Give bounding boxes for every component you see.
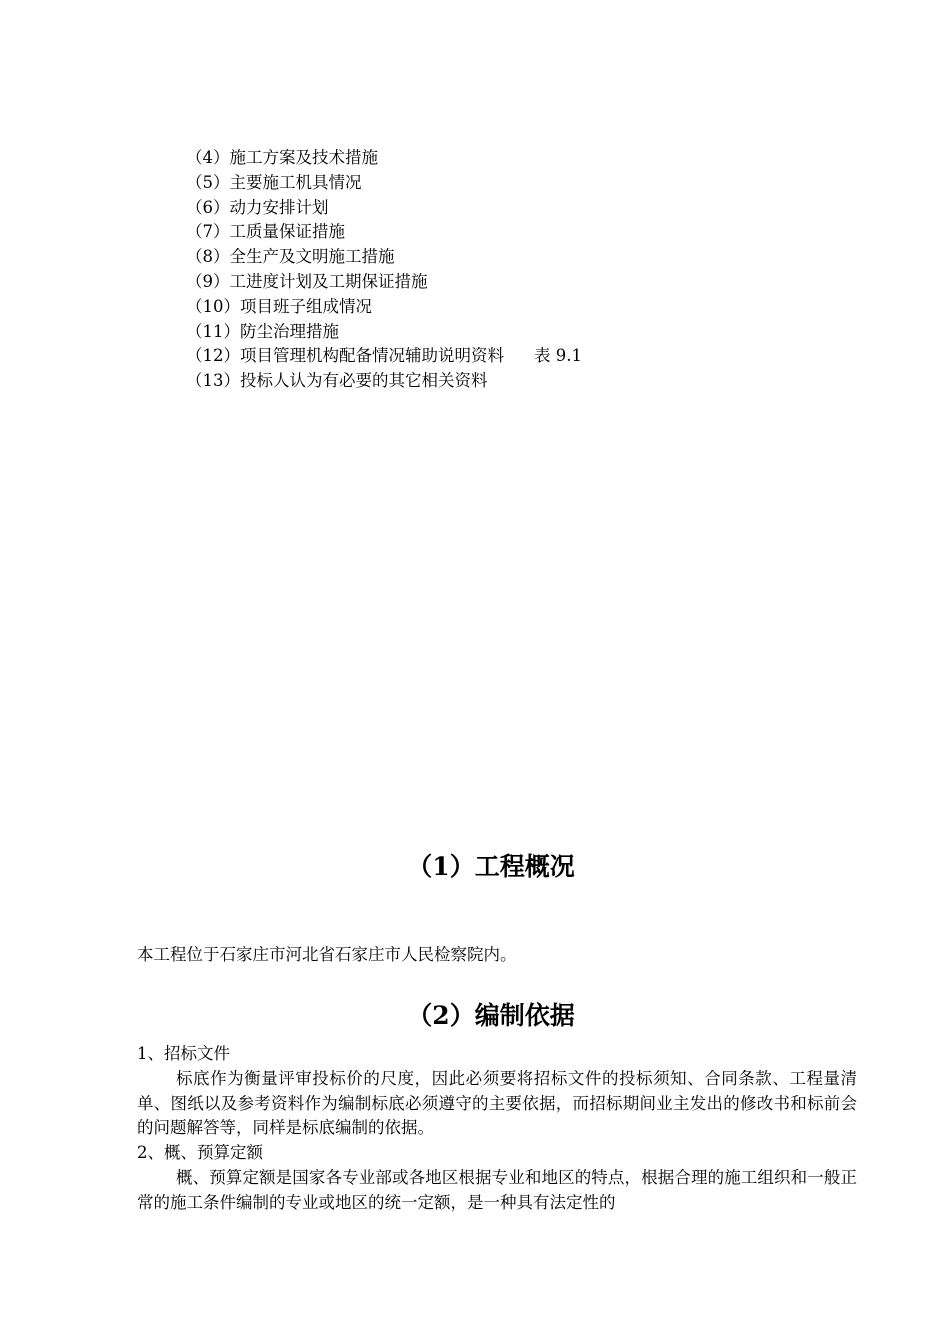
list-item [186, 295, 806, 320]
list-item-label: （8）全生产及文明施工措施 [186, 247, 395, 267]
list-item [186, 369, 806, 394]
list-item-label: （12）项目管理机构配备情况辅助说明资料 [186, 346, 504, 366]
list-item [186, 320, 806, 345]
item-title: 2、概、预算定额 [137, 1143, 263, 1163]
list-item [186, 146, 806, 171]
overview-paragraph: 本工程位于石家庄市河北省石家庄市人民检察院内。 [137, 945, 517, 964]
contents-list [186, 146, 806, 394]
list-item-label: （11）防尘治理措施 [186, 321, 339, 341]
table-reference: 表 9.1 [534, 346, 582, 366]
list-item [186, 344, 806, 369]
list-item [186, 196, 806, 221]
item-title: 1、招标文件 [137, 1044, 230, 1063]
list-item-label: （7）工质量保证措施 [186, 222, 345, 242]
section-heading-basis: （2）编制依据 [407, 1001, 575, 1030]
item-paragraph: 概、预算定额是国家各专业部或各地区根据专业和地区的特点，根据合理的施工组织和一般正常的施工条件编制的专业或地区的统一定额，是一种具有法定性的 [137, 1167, 857, 1212]
list-item-label: （10）项目班子组成情况 [186, 296, 372, 316]
list-item-label: （4）施工方案及技术措施 [186, 148, 378, 167]
list-item [186, 220, 806, 245]
list-item [186, 270, 806, 295]
list-item-label: （5）主要施工机具情况 [186, 172, 362, 192]
item-paragraph: 标底作为衡量评审投标价的尺度，因此必须要将招标文件的投标须知、合同条款、工程量清单、图纸以及参考资料作为编制标底必须遵守的主要依据，而招标期间业主发出的修改书和标前会的问题解答等，同样是标底编制的依据。 [137, 1068, 857, 1138]
list-item-label: （9）工进度计划及工期保证措施 [186, 271, 428, 291]
list-item-label: （6）动力安排计划 [186, 197, 329, 217]
basis-section [137, 1042, 857, 1216]
list-item [186, 245, 806, 270]
section-heading-overview: （1）工程概况 [407, 852, 575, 881]
list-item [186, 171, 806, 196]
list-item-label: （13）投标人认为有必要的其它相关资料 [186, 371, 488, 391]
